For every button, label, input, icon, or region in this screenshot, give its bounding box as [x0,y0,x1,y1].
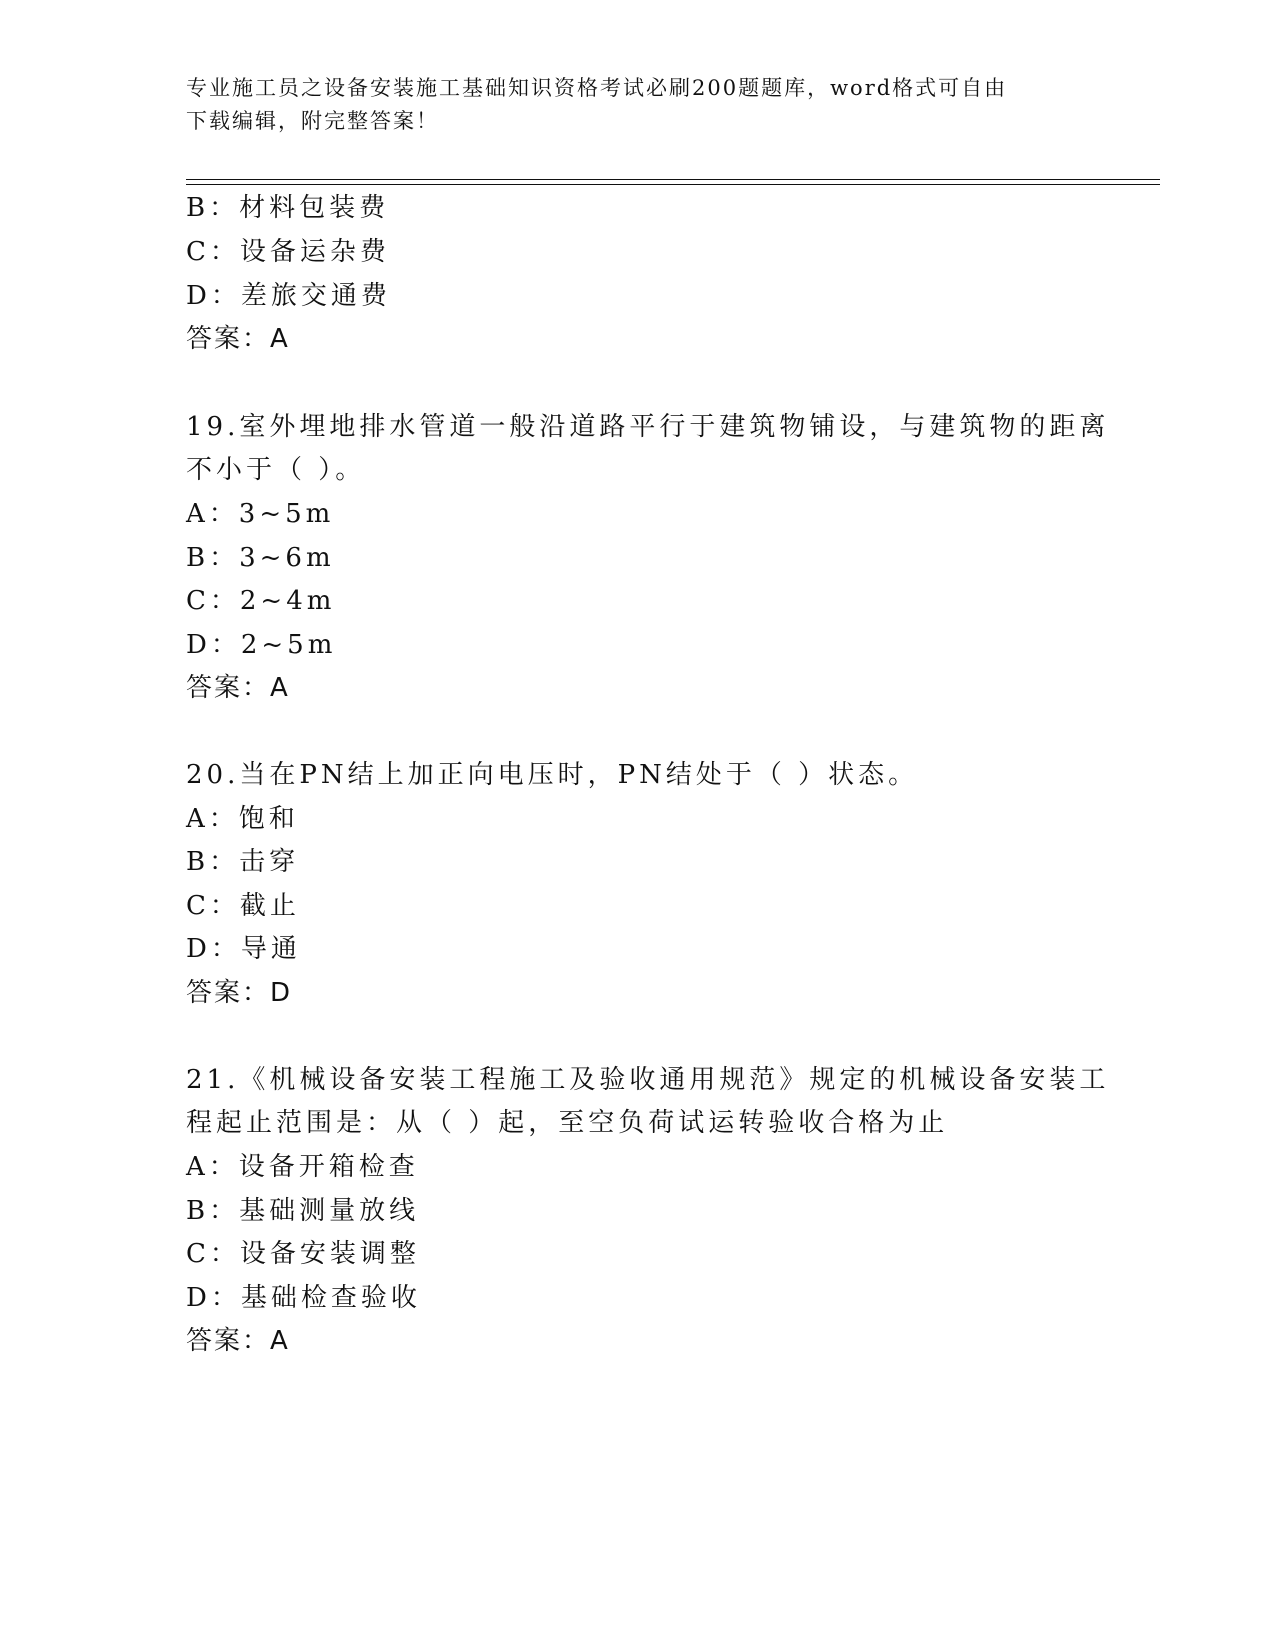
q19-option-b: B：3~6m [186,543,335,573]
q21-option-a: A：设备开箱检查 [186,1152,419,1182]
document-header [186,72,1066,138]
q20-option-d: D：导通 [186,934,301,964]
q19-option-a: A：3~5m [186,499,335,529]
header-title-line2: 下载编辑，附完整答案！ [186,109,439,133]
q19-stem-line2: 不小于（ ）。 [186,455,366,485]
q20-option-b: B：击穿 [186,847,300,877]
q21-stem-line1: 21.《机械设备安装工程施工及验收通用规范》规定的机械设备安装工 [186,1065,1110,1095]
header-divider-bottom [186,184,1160,185]
q18-option-b: B：材料包装费 [186,193,390,223]
q21-answer: 答案：A [186,1326,290,1356]
q19-option-c: C：2~4m [186,586,336,616]
q20-answer: 答案：D [186,978,293,1008]
q20-option-a: A：饱和 [186,804,299,834]
q21-option-c: C：设备安装调整 [186,1239,420,1269]
header-title-line1: 专业施工员之设备安装施工基础知识资格考试必刷200题题库，word格式可自由 [186,76,1008,100]
q21-stem-line2: 程起止范围是：从（ ）起，至空负荷试运转验收合格为止 [186,1108,949,1138]
q21-option-d: D：基础检查验收 [186,1283,421,1313]
q21-option-b: B：基础测量放线 [186,1196,420,1226]
q18-answer: 答案：A [186,324,290,354]
q19-option-d: D：2~5m [186,630,337,660]
q19-stem-line1: 19.室外埋地排水管道一般沿道路平行于建筑物铺设，与建筑物的距离 [186,412,1110,442]
header-divider-top [186,179,1160,180]
q19-answer: 答案：A [186,673,290,703]
q18-option-c: C：设备运杂费 [186,237,390,267]
q18-option-d: D：差旅交通费 [186,281,391,311]
q20-option-c: C：截止 [186,891,300,921]
q20-stem-line1: 20.当在PN结上加正向电压时，PN结处于（ ）状态。 [186,760,919,790]
